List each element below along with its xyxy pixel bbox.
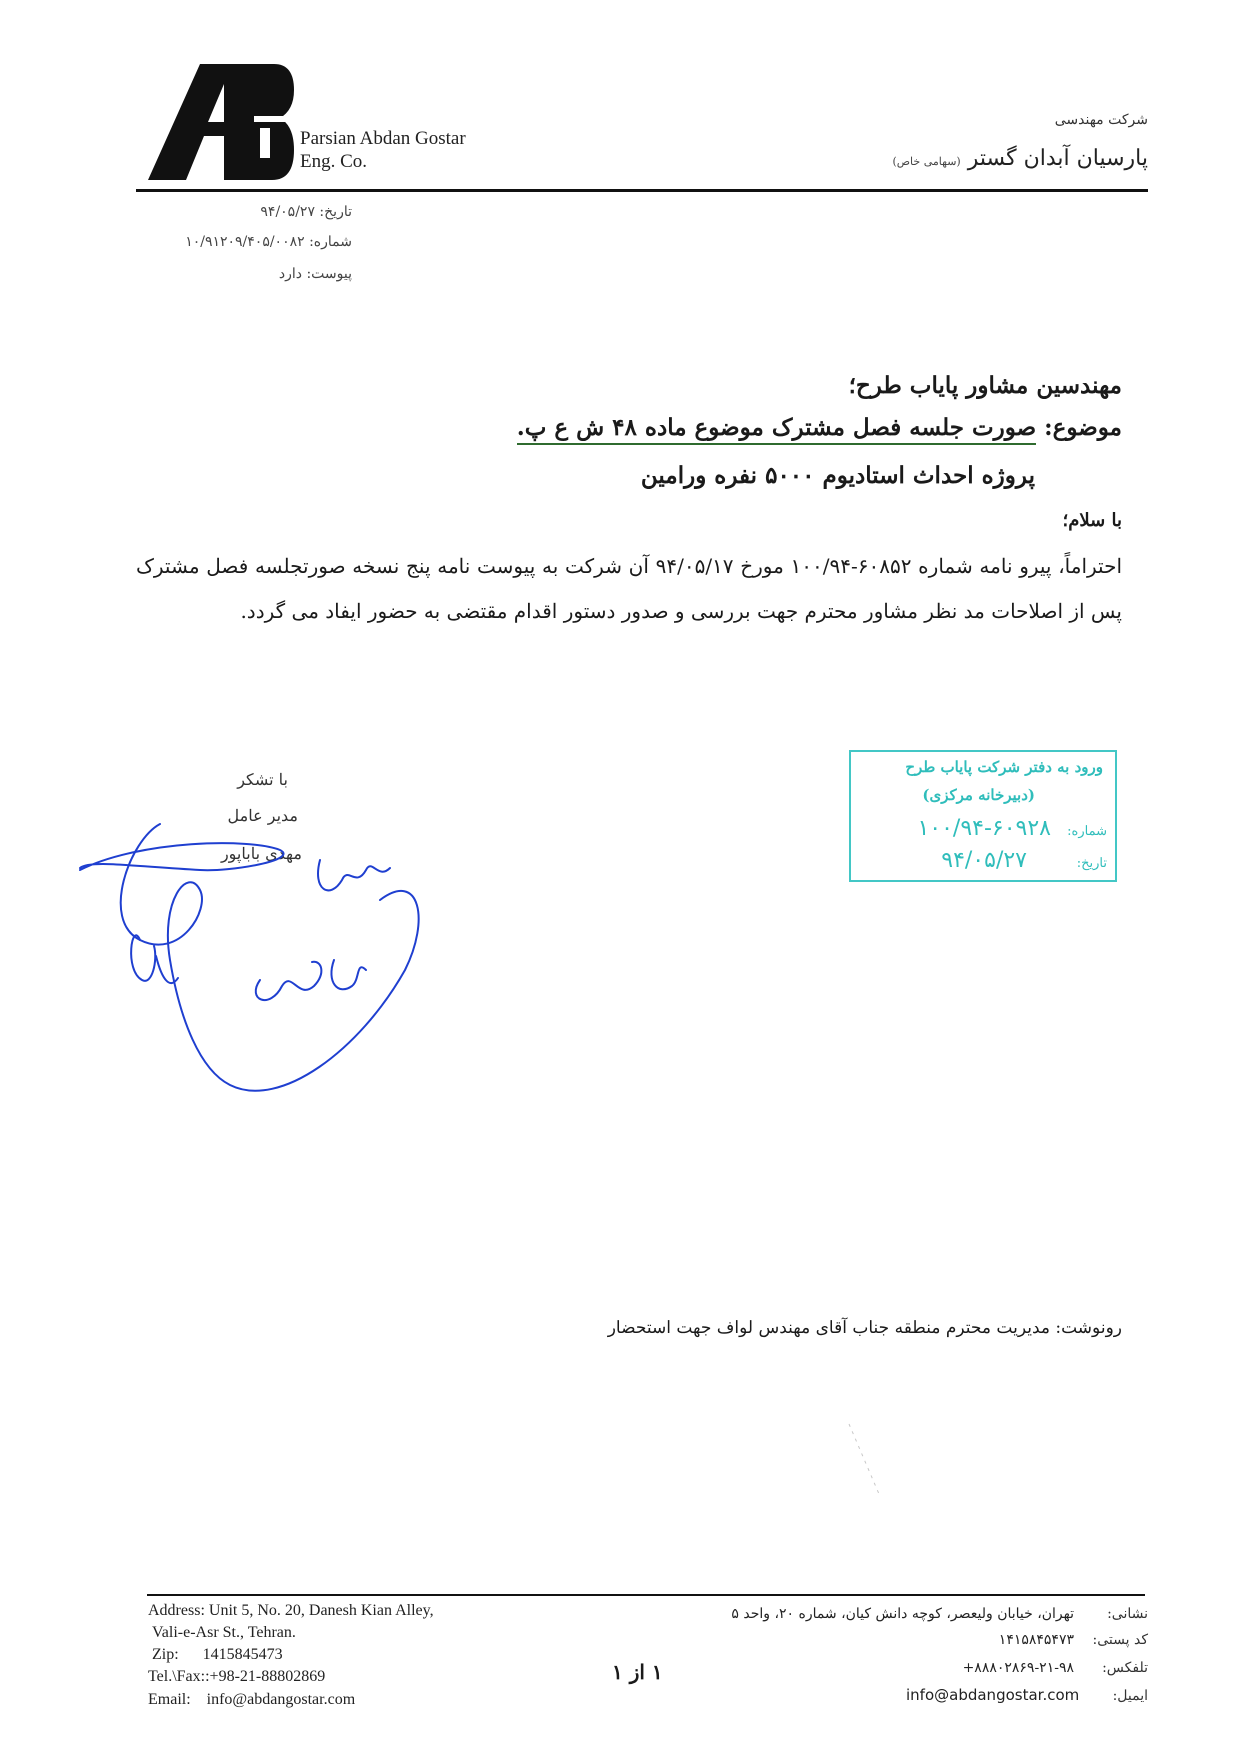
footer-zip-label-en: Zip: (152, 1646, 179, 1663)
footer-address-line2-en: Vali-e-Asr St., Tehran. (152, 1624, 296, 1641)
subject-text: صورت جلسه فصل مشترک موضوع ماده ۴۸ ش ع پ. (517, 414, 1036, 445)
footer-email-label-fa: ایمیل: (1112, 1688, 1148, 1704)
footer-tel-label-en: Tel.\Fax:: (148, 1668, 210, 1685)
letter-date-label: تاریخ: (319, 204, 352, 220)
footer-address-line1-en: Unit 5, No. 20, Danesh Kian Alley, (208, 1602, 434, 1619)
footer-address-label-en: Address: (148, 1602, 205, 1619)
page-number: ۱ از ۱ (612, 1660, 663, 1684)
signature-stroke (256, 962, 322, 1000)
stamp-number-value: ۱۰۰/۹۴-۶۰۹۲۸ (917, 816, 1051, 841)
letter-attachment-value: دارد (278, 266, 302, 282)
footer-email-en (148, 1691, 355, 1709)
footer-zip-value-fa: ۱۴۱۵۸۴۵۴۷۳ (998, 1632, 1074, 1648)
footer-tel-label-fa: تلفکس: (1102, 1660, 1148, 1676)
company-name-en-suffix: Eng. Co. (300, 151, 368, 172)
letter-number (185, 234, 352, 250)
logo-b-gap (254, 116, 294, 122)
stamp-subtitle: (دبیرخانه مرکزی) (922, 786, 1035, 804)
footer-tel-en (148, 1668, 325, 1686)
cc-line (608, 1318, 1122, 1338)
company-type-fa: شرکت مهندسی (1054, 112, 1148, 128)
footer-tel-value-fa: ۸۸۸۰۲۸۶۹-۲۱-۹۸+ (962, 1660, 1074, 1676)
signature-stroke (121, 824, 419, 1091)
signer-title: مدیر عامل (227, 806, 298, 825)
scan-artifact (845, 1420, 885, 1500)
letter-date (260, 204, 352, 220)
company-name-fa-text: پارسیان آبدان گستر (967, 146, 1148, 171)
signature-stroke (80, 843, 284, 870)
footer-address-en (148, 1602, 434, 1620)
signature-stroke (318, 860, 390, 890)
letter-attachment (279, 266, 352, 282)
company-logo (148, 64, 294, 180)
stamp-date-value: ۹۴/۰۵/۲۷ (941, 848, 1027, 873)
subject-line (517, 414, 1122, 441)
stamp-date-label: تاریخ: (1076, 856, 1107, 871)
received-stamp (849, 750, 1117, 882)
letter-attachment-label: پیوست: (306, 266, 352, 282)
footer-zip-label-fa: کد پستی: (1092, 1632, 1148, 1648)
company-name-fa (892, 146, 1148, 171)
header-rule (136, 189, 1148, 192)
footer-address-label-fa: نشانی: (1107, 1606, 1148, 1622)
footer-zip-en (152, 1646, 283, 1664)
footer-tel-value-en: +98-21-88802869 (209, 1668, 326, 1685)
footer-address-value-fa: تهران، خیابان ولیعصر، کوچه دانش کیان، شماره ۲۰، واحد ۵ (731, 1606, 1074, 1622)
footer-zip-value-en: 1415845473 (202, 1646, 283, 1663)
logo-b-notch (260, 128, 270, 158)
letter-number-value: ۱۰/۹۱۲۰۹/۴۰۵/۰۰۸۲ (185, 234, 305, 250)
logo-a-shape (148, 64, 252, 180)
signature-stroke (156, 956, 178, 983)
company-name-fa-suffix: (سهامی خاص) (892, 155, 961, 168)
stamp-title: ورود به دفتر شرکت پایاب طرح (905, 758, 1103, 776)
handwritten-signature (60, 810, 440, 1110)
footer-email-value-fa[interactable]: info@abdangostar.com (906, 1686, 1080, 1704)
footer-email-label-en: Email: (148, 1691, 191, 1708)
cc-text: مدیریت محترم منطقه جناب آقای مهندس لواف جهت استحضار (607, 1318, 1050, 1338)
closing: با تشکر (237, 770, 288, 789)
letter-number-label: شماره: (309, 234, 352, 250)
project-title: پروژه احداث استادیوم ۵۰۰۰ نفره ورامین (640, 462, 1035, 489)
cc-label: رونوشت: (1055, 1318, 1122, 1338)
footer-rule (147, 1594, 1145, 1596)
subject-label: موضوع: (1044, 414, 1122, 441)
footer-email-value-en[interactable]: info@abdangostar.com (206, 1691, 356, 1708)
letter-date-value: ۹۴/۰۵/۲۷ (260, 204, 315, 220)
signature-stroke (331, 960, 366, 989)
stamp-number-label: شماره: (1067, 824, 1107, 839)
signer-name: مهدی باباپور (220, 844, 302, 863)
letter-body: احتراماً، پیرو نامه شماره ۶۰۸۵۲-۱۰۰/۹۴ مورخ ۹۴/۰۵/۱۷ آن شرکت به پیوست نامه پنج نسخه صورتجلسه فصل مشترک پس از اصلاحات مد نظر مشاور محترم جهت بررسی و صدور دستور اقدام مقتضی به حضور ایفاد می گردد. (136, 554, 1123, 623)
greeting: با سلام؛ (1062, 510, 1122, 531)
recipient: مهندسین مشاور پایاب طرح؛ (848, 372, 1122, 399)
company-name-en: Parsian Abdan Gostar (300, 128, 466, 149)
